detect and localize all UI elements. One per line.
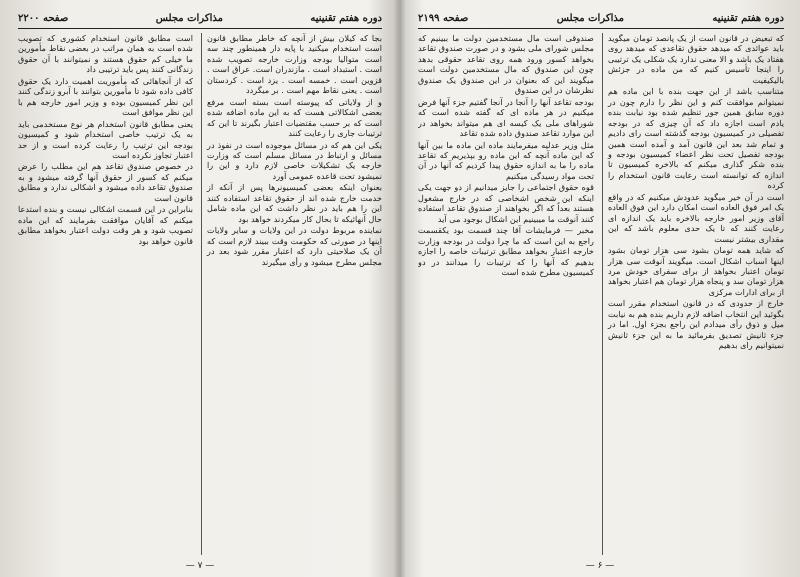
paragraph: بجا که کیلان بیش از آنچه که خاطر مطابق قانون است استخدام میکنید با پایه دار همینطور چند سه است متوالیا بودجه وزارت خارجه تصویب شده است . استبداد است . مازندران است. عراق است . قزوین است . خمسه است . یزد است . کردستان است . یعنی نقاط مهم است . بر میگردد <box>207 33 382 96</box>
page-footer: — ۶ — <box>585 561 615 571</box>
paragraph: مثل وزیر عدلیه میفرمایند ماده این ماده ما بین آنها که این ماده آنچه که این ماده رو بپذیریم که تقاعد ماده را ما به اندازه حقوق پیدا کردیم که آنها در آن تحت مواد رسیدگی میکنیم <box>418 139 594 181</box>
paragraph: مخبر — فرمایشات آقا چند قسمت بود یکقسمت راجع به این است که ما چرا دولت در بودجه وزارت خارجه اعتبار بخواهد مطابق ترتیبات خاصه را اجازه بدهیم که آنها را که ترتیبات را میدانند در دو کمیسیون مطرح شده است <box>418 225 594 277</box>
paragraph: نماینده مربوط دولت در این ولایات و سایر ولایات اینها در صورتی که حکومت وقت ببیند لازم است که آن یک صلاحیتی دارد که اعتبار مقرر شود بعد در مجلس مطرح میشود و رأی میگیرند <box>207 225 382 267</box>
paragraph: بعنوان اینکه بعضی کمیسیونرها پس از آنکه از خدمت خارج شده اند از حقوق تقاعد استفاده کنند این را هم باید در نظر داشت که این ماده شامل حال آنهائیکه تا بحال کار میکردند خواهد بود <box>207 182 382 224</box>
header-title: مذاکرات مجلس <box>155 12 223 24</box>
header-page-number: صفحه ۲۱۹۹ <box>418 12 469 24</box>
paragraph: و از ولایاتی که پیوسته است بسته است مرفع بعضی اشکالاتی هست که به این ماده اضافه شده است که بر حسب مقتضیات اعتبار بگیرند تا این که ترتیبات جاری را رعایت کنند <box>207 96 382 139</box>
text-columns <box>418 33 784 555</box>
header-issue: دوره هفتم تقنینیه <box>310 12 382 24</box>
header-page-number: صفحه ۲۲۰۰ <box>18 12 69 24</box>
page-header <box>418 10 784 29</box>
paragraph: در خصوص صندوق تقاعد هم این مطلب را عرض میکنم که کسور از حقوق آنها گرفته میشود و به صندوق تقاعد داده میشود و اشکالی ندارد و مطابق قانون است <box>18 161 193 203</box>
text-column-left <box>18 33 193 555</box>
paragraph: است در آن خیر میگوید عدودش میکنیم که در واقع یک امر فوق العاده است امکان دارد این فوق العاده آقای وزیر امور خارجه بالاخره باید یک اندازه ای رعایت کنند که تا یک حدی معلوم باشد که این مقداری بیشتر نیست <box>608 191 784 244</box>
header-title: مذاکرات مجلس <box>556 12 624 24</box>
paragraph: که تبعیض در قانون است از یک پانصد تومان میگوید باید عوائدی که میدهد حقوق تقاعدی که میدهد روی هفتاد یک باشد و الا معنی ندارد یک شکلی یک ترتیبی را اینجا تأسیس کنیم که من ماده در جزئش بالیکیفیت <box>608 33 784 85</box>
text-column-right <box>602 33 784 555</box>
text-column-left <box>418 33 594 555</box>
paragraph: است مطابق قانون استخدام کشوری که تصویب شده است به همان مراتب در بعضی نقاط مأمورین ما خیلی کم حقوق هستند و نمیتوانند با آن حقوق زندگانی کنند پس باید ترتیبی داد <box>18 33 193 75</box>
header-issue: دوره هفتم تقنینیه <box>712 12 784 24</box>
paragraph: بنابراین در این قسمت اشکالی نیست و بنده استدعا میکنم که آقایان موافقت بفرمایند که این ماده تصویب شود و هر وقت دولت اعتبار بخواهد مطابق قانون خواهد بود <box>18 204 193 246</box>
paragraph: قوه حقوق اجتماعی را جایز میدانیم از دو جهت یکی اینکه این شخص اشخاصی که در خارج مشغول هستند بعداً که اگر بخواهند از صندوق تقاعد استفاده کنند آنوقت ما میبینیم این اشکال بوجود می آید <box>418 182 594 224</box>
paragraph: صندوقی است مال مستخدمین دولت ما ببینیم که مجلس شورای ملی بشود و در صورت صندوق تقاعد بخواهد کسور ورود همه روی تقاعد حقوقی بدهد چون این صندوق که مال مستخدمین دولت است میگویند این که بعنوان در این صندوق یک صندوق نظرشان در این صندوق <box>418 33 594 96</box>
text-columns <box>18 33 382 555</box>
book-gutter <box>394 0 406 577</box>
paragraph: خارج از حدودی که در قانون استخدام مقرر است بگوئید این انتخاب اضافه لازم داریم بنده هم به نیابت میل و ذوق رأی میدادم این راجع بجزء اول. اما در جزء ثانیش تصدیق بفرمائید ما به این جزء ثانیش نمیتوانیم رای بدهیم <box>608 298 784 351</box>
paragraph: بودجه تقاعد آنها را آنجا در آنجا گفتیم جزء آنها فرض میکنیم در هر ماده ای که گفته شده است که شوراهای ملی یک کیسه ای هم میتواند بخواهد در این موارد تقاعد صندوق داده شده تقاعد <box>418 96 594 139</box>
page-header <box>18 10 382 29</box>
paragraph: متناسب باشد از این جهت بنده با این ماده هم نمیتوانم موافقت کنم و این نظر را دارم چون در دوره سابق همین جور تنظیم شده بود نیابت بنده یادم است اجازه داد که آن چیزی که در بودجه تفصیلی در کمیسیون بودجه گذشته است رای دادیم و تمام شد بعد این قانون آمد و آمده است همین بودجه تفصیل تحت نظر اعضاء کمیسیون بودجه و بنده شکر گذاری میکنم که بالاخره کمیسیون تا اندازه که توانسته است رعایت قانون استخدام را کرده <box>608 86 784 191</box>
page-footer: — ۷ — <box>185 561 215 571</box>
paragraph: که از آنجاهائی که مأموریت اهمیت دارد یک حقوق کافی داده شود تا مأمورین بتوانند با آبرو زندگی کنند این نظر کمیسیون بوده و وزیر امور خارجه هم با این نظر موافق است <box>18 75 193 118</box>
text-column-right <box>201 33 382 555</box>
paragraph: یکی این هم که در مسائل موجوده است در نفوذ در مسائل و ارتباط در مسائل مسلم است که وزارت خارجه یک تشکیلات خاصی لازم دارد و این را نمیشود تحت قاعده عمومی آورد <box>207 139 382 181</box>
paragraph: که شاید همه تومان بشود سی هزار تومان بشود اینها اسباب اشکال است. میگویند آنوقت سی هزار تومان اعتبار بخواهد از برای سفرای خودش مرد هزار تومان سد و پنجاه هزار تومان هم اعتبار بخواهد از برای ادارات مرکزی <box>608 245 784 297</box>
paragraph: یعنی مطابق قانون استخدام هر نوع مستخدمی باید به یک ترتیب خاصی استخدام شود و کمیسیون بودجه این ترتیب را رعایت کرده است و از حد اعتبار تجاوز نکرده است <box>18 118 193 160</box>
page-right <box>400 0 800 577</box>
